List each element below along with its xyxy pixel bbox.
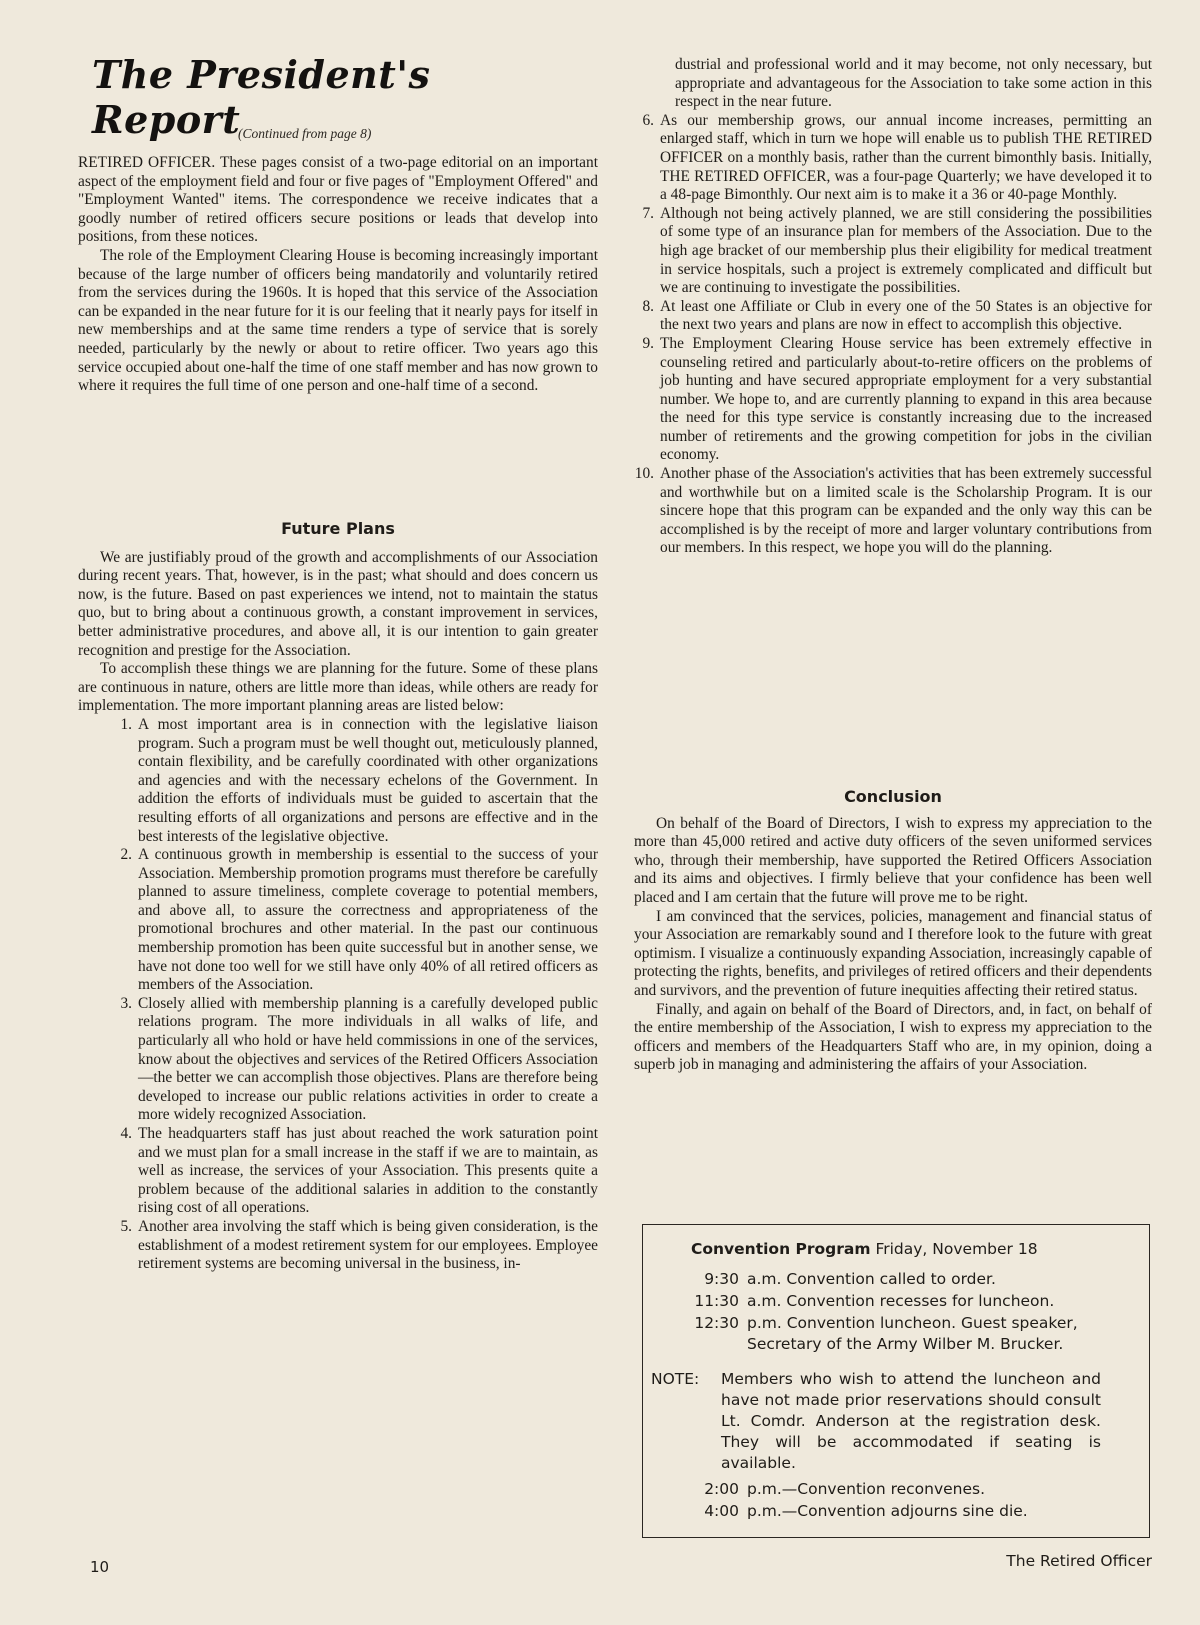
future-plans-section bbox=[78, 520, 598, 1274]
article-title: The President's Report bbox=[92, 52, 431, 142]
body-paragraph: To accomplish these things we are planning for the future. Some of these plans are continuous in nature, others are little more than ideas, while others are ready for implementation. The more important planning areas are listed below: bbox=[78, 660, 598, 715]
note-label: NOTE: bbox=[651, 1370, 700, 1388]
list-item: 7. Although not being actively planned, we are still considering the possibilities of some type of an insurance plan for members of the Association. Due to the high age bracket of our membership plus their eligibility for medical treatment in service hospitals, such a project is extremely complicated and difficult but we are continuing to investigate the possibilities. bbox=[642, 204, 1152, 297]
intro-paragraph: The role of the Employment Clearing House is becoming increasingly important because of the large number of officers being mandatorily and voluntarily retired from the services during the 1960s. It is hoped that this service of the Association can be expanded in the near future for it is our feeling that it nearly pays for itself in new memberships and at the same time renders a type of service that is sorely needed, particularly by the newly or about to retire officer. Two years ago this service occupied about one-half the time of one staff member and has now grown to where it requires the full time of one person and one-half time of a second. bbox=[78, 246, 598, 395]
plans-list bbox=[112, 716, 598, 1274]
program-header bbox=[691, 1239, 1038, 1260]
list-item: 2. A continuous growth in membership is essential to the success of your Association. Membership promotion programs must therefore be carefully planned to assure timeliness, complete coverage to potential members, and above all, to assure the correctness and appropriateness of the promotional brochures and other material. In the past our continuous membership promotion has been quite successful but in another sense, we have not done too well for we still have only 40% of all retired officers as members of the Association. bbox=[120, 846, 598, 994]
list-item: 3. Closely allied with membership planning is a carefully developed public relations program. The more individuals in all walks of life, and particularly all who hold or have held commissions in one of the services, know about the objectives and services of the Retired Officers Association—the better we can accomplish those objectives. Plans are therefore being developed to increase our public relations activities in order to create a more widely recognized Association. bbox=[120, 994, 598, 1124]
list-item: 10. Another phase of the Association's activities that has been extremely successful and worthwhile but on a limited scale is the Scholarship Program. It is our sincere hope that this program can be expanded and the only way this can be accomplished is by the receipt of more and larger voluntary contributions from our members. In this respect, we hope you will do the planning. bbox=[634, 465, 1152, 557]
list-item: 1. A most important area is in connection with the legislative liaison program. Such a program must be well thought out, meticulously planned, contain flexibility, and be carefully coordinated with other organizations and agencies and with the necessary echelons of the Government. In addition the efforts of individuals must be guided to ascertain that the resulting efforts of all organizations and persons are effective and in the best interests of the legislative objective. bbox=[120, 715, 598, 845]
plans-list-continued bbox=[634, 112, 1152, 558]
future-plans-heading: Future Plans bbox=[281, 519, 395, 538]
continued-note: (Continued from page 8) bbox=[238, 126, 372, 141]
publication-name: The Retired Officer bbox=[1006, 1552, 1152, 1570]
conclusion-heading: Conclusion bbox=[844, 787, 942, 806]
body-paragraph: On behalf of the Board of Directors, I wish to express my appreciation to the more than 45,000 retired and active duty officers of the seven uniformed services who, through their membership, have supported the Retired Officers Association and its aims and objectives. I firmly believe that your confidence has been well placed and I am certain that the future will prove me to be right. bbox=[634, 814, 1152, 906]
note-text: Members who wish to attend the luncheon and have not made prior reservations should consult Lt. Comdr. Anderson at the registration desk. They will be accommodated if seating is available. bbox=[721, 1370, 1101, 1472]
continuation-paragraph: dustrial and professional world and it may become, not only necessary, but appropriate and advantageous for the Association to take some action in this respect in the near future. bbox=[675, 56, 1152, 111]
list-item: 6. As our membership grows, our annual income increases, permitting an enlarged staff, which in turn we hope will enable us to publish THE RETIRED OFFICER on a monthly basis, rather than the current bimonthly basis. Initially, THE RETIRED OFFICER, was a four-page Quarterly; we have developed it to a 48-page Bimonthly. Our next aim is to make it a 36 or 40-page Monthly. bbox=[642, 111, 1152, 204]
list-item: 9. The Employment Clearing House service has been extremely effective in counseling retired and particularly about-to-retire officers on the problems of job hunting and have secured appropriate employment for a very substantial number. We hope to, and are currently planning to expand in this area because the need for this type service is constantly increasing due to the increased number of retirements and the growing competition for jobs in the civilian economy. bbox=[642, 334, 1152, 464]
program-title: Convention Program bbox=[691, 1240, 871, 1258]
body-paragraph: Finally, and again on behalf of the Board of Directors, and, in fact, on behalf of the entire membership of the Association, I wish to express my appreciation to the officers and members of the Headquarters Staff who are, in my opinion, doing a superb job in managing and administering the affairs of your Association. bbox=[634, 1000, 1152, 1074]
body-paragraph: I am convinced that the services, policies, management and financial status of your Association are remarkably sound and I therefore look to the future with great optimism. I visualize a continuously expanding Association, increasingly capable of protecting the rights, benefits, and privileges of retired officers and their dependents and survivors, and the prevention of future inequities affecting their retired status. bbox=[634, 907, 1152, 999]
intro-paragraph: RETIRED OFFICER. These pages consist of a two-page editorial on an important aspect of the employment field and four or five pages of "Employment Offered" and "Employment Wanted" items. The correspondence we receive indicates that a goodly number of retired officers secure positions or leads that develop into positions, from these notices. bbox=[78, 154, 598, 246]
list-item: 4. The headquarters staff has just about reached the work saturation point and we must plan for a small increase in the staff if we are to maintain, as well as increase, the services of your Association. This presents quite a problem because of the additional salaries in addition to the constantly rising cost of all operations. bbox=[120, 1125, 598, 1217]
convention-program-box: Convention Program Friday, November 18 9:30 a.m. Convention called to order. 11:30 a.m. Convention recesses for luncheon. 12:30 p.m. Convention luncheon. Guest speaker, Secretary of the Army Wilber M. Brucker. NOTE: Members who wish to attend the luncheon and have not made prior reservations should consult Lt. Comdr. Anderson at the registration desk. They will be accommodated if seating is available. 2:00 p.m.—Convention reconvenes. 4:00 p.m.—Convention adjourns sine die. bbox=[642, 1224, 1150, 1538]
intro-section bbox=[78, 154, 598, 396]
body-paragraph: We are justifiably proud of the growth and accomplishments of our Association during recent years. That, however, is in the past; what should and does concern us now, is the future. Based on past experiences we intend, not to maintain the status quo, but to bring about a continuous growth, a constant improvement in services, better administrative procedures, and above all, it is our intention to gain greater recognition and prestige for the Association. bbox=[78, 548, 598, 659]
program-date: Friday, November 18 bbox=[875, 1240, 1038, 1258]
list-item: 5. Another area involving the staff which is being given consideration, is the establishment of a modest retirement system for our employees. Employee retirement systems are becoming universal in the business, in- bbox=[120, 1217, 598, 1273]
list-item: 8. At least one Affiliate or Club in every one of the 50 States is an objective for the next two years and plans are now in effect to accomplish this objective. bbox=[642, 297, 1152, 334]
conclusion-section bbox=[634, 788, 1152, 1075]
continuation-section bbox=[634, 56, 1152, 558]
page-number: 10 bbox=[90, 1558, 110, 1576]
